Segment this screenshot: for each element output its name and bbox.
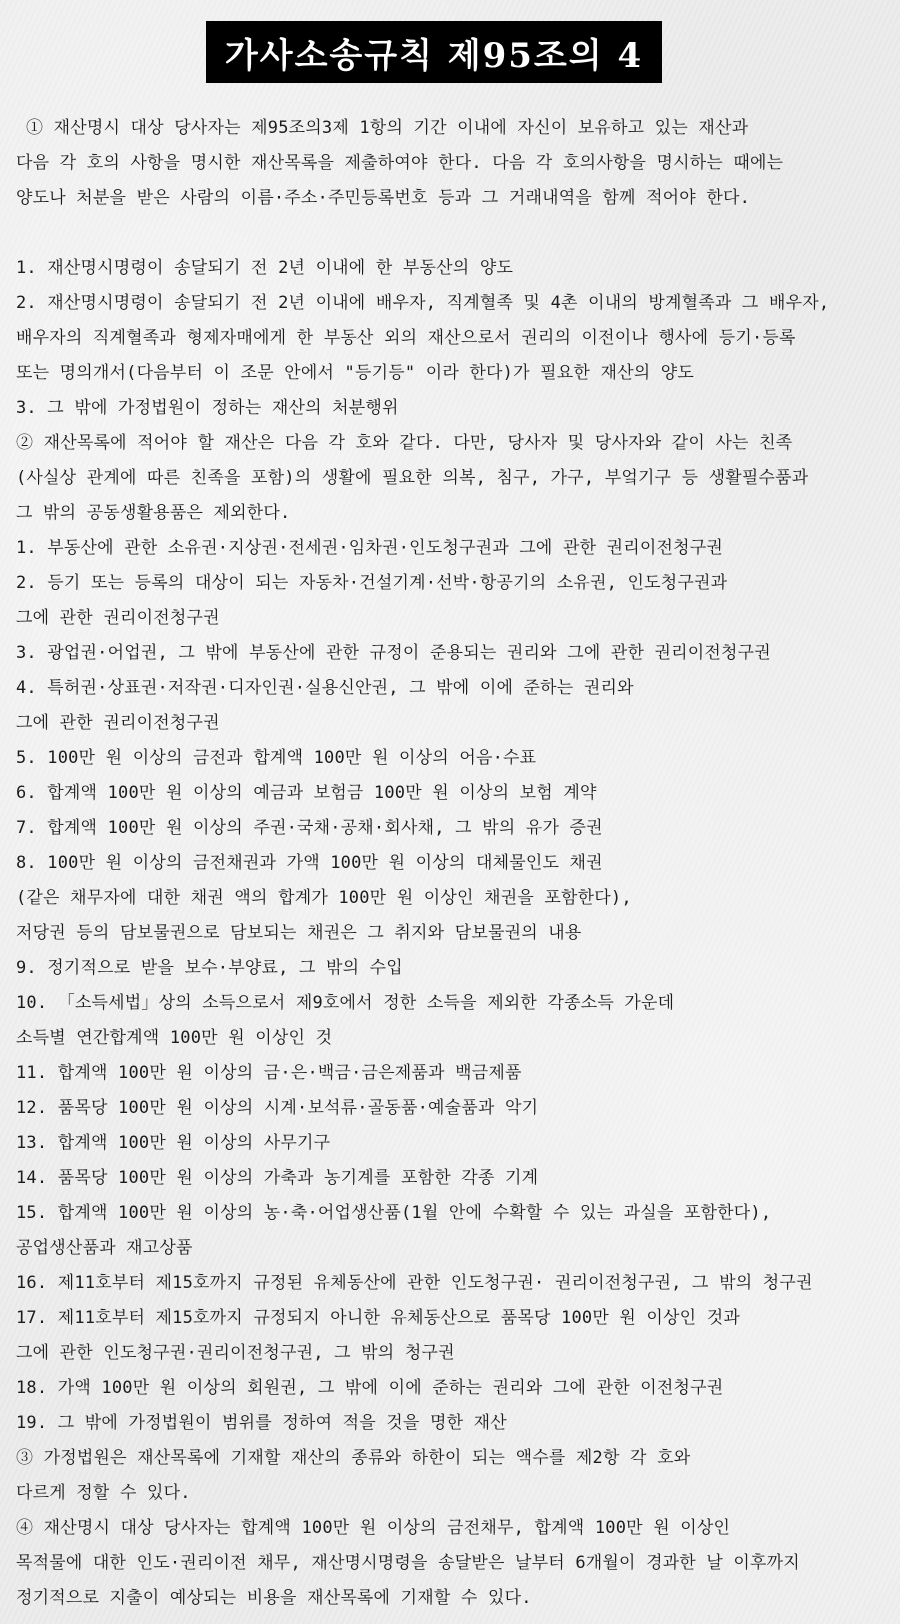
text-line: ① 재산명시 대상 당사자는 제95조의3제 1항의 기간 이내에 자신이 보유하고 있는 재산과 [26, 118, 749, 138]
title-banner [206, 21, 662, 83]
text-line: 9. 정기적으로 받을 보수·부양료, 그 밖의 수입 [16, 958, 403, 978]
blank-line [16, 216, 890, 251]
text-line: 2. 등기 또는 등록의 대상이 되는 자동차·건설기계·선박·항공기의 소유권, 인도청구권과 [16, 573, 728, 593]
text-line: 양도나 처분을 받은 사람의 이름·주소·주민등록번호 등과 그 거래내역을 함께 적어야 한다. [16, 188, 751, 208]
text-line: 2. 재산명시명령이 송달되기 전 2년 이내에 배우자, 직계혈족 및 4촌 이내의 방계혈족과 그 배우자, [16, 293, 830, 313]
text-line: 소득별 연간합계액 100만 원 이상인 것 [16, 1028, 333, 1048]
text-line: 목적물에 대한 인도·권리이전 채무, 재산명시명령을 송달받은 날부터 6개월이 경과한 날 이후까지 [16, 1553, 800, 1573]
text-line: 3. 광업권·어업권, 그 밖에 부동산에 관한 규정이 준용되는 권리와 그에 관한 권리이전청구권 [16, 643, 771, 663]
text-line: 저당권 등의 담보물권으로 담보되는 채권은 그 취지와 담보물권의 내용 [16, 923, 582, 943]
text-line: 11. 합계액 100만 원 이상의 금·은·백금·금은제품과 백금제품 [16, 1063, 522, 1083]
text-line: 15. 합계액 100만 원 이상의 농·축·어업생산품(1월 안에 수확할 수 있는 과실을 포함한다), [16, 1203, 772, 1223]
text-line: 그에 관한 인도청구권·권리이전청구권, 그 밖의 청구권 [16, 1343, 455, 1363]
text-line: 19. 그 밖에 가정법원이 범위를 정하여 적을 것을 명한 재산 [16, 1413, 507, 1433]
text-line: 13. 합계액 100만 원 이상의 사무기구 [16, 1133, 331, 1153]
text-line: 1. 부동산에 관한 소유권·지상권·전세권·임차권·인도청구권과 그에 관한 권리이전청구권 [16, 538, 723, 558]
text-line: 또는 명의개서(다음부터 이 조문 안에서 "등기등" 이라 한다)가 필요한 재산의 양도 [16, 363, 694, 383]
text-line: (사실상 관계에 따른 친족을 포함)의 생활에 필요한 의복, 침구, 가구, 부엌기구 등 생활필수품과 [16, 468, 809, 488]
text-line: 4. 특허권·상표권·저작권·디자인권·실용신안권, 그 밖에 이에 준하는 권리와 [16, 678, 634, 698]
text-line: 8. 100만 원 이상의 금전채권과 가액 100만 원 이상의 대체물인도 채권 [16, 853, 603, 873]
text-line: 5. 100만 원 이상의 금전과 합계액 100만 원 이상의 어음·수표 [16, 748, 537, 768]
text-line: (같은 채무자에 대한 채권 액의 합계가 100만 원 이상인 채권을 포함한다), [16, 888, 632, 908]
text-line: 그에 관한 권리이전청구권 [16, 713, 220, 733]
text-line: 다르게 정할 수 있다. [16, 1483, 191, 1503]
text-line: 1. 재산명시명령이 송달되기 전 2년 이내에 한 부동산의 양도 [16, 258, 514, 278]
regulation-text [16, 111, 890, 1616]
text-line: 17. 제11호부터 제15호까지 규정되지 아니한 유체동산으로 품목당 100만 원 이상인 것과 [16, 1308, 740, 1328]
text-line: 14. 품목당 100만 원 이상의 가축과 농기계를 포함한 각종 기계 [16, 1168, 539, 1188]
text-line: 12. 품목당 100만 원 이상의 시계·보석류·골동품·예술품과 악기 [16, 1098, 539, 1118]
text-line: 그에 관한 권리이전청구권 [16, 608, 220, 628]
text-line: 16. 제11호부터 제15호까지 규정된 유체동산에 관한 인도청구권· 권리이전청구권, 그 밖의 청구권 [16, 1273, 813, 1293]
text-line: 10. 「소득세법」상의 소득으로서 제9호에서 정한 소득을 제외한 각종소득 가운데 [16, 993, 675, 1013]
text-line: 18. 가액 100만 원 이상의 회원권, 그 밖에 이에 준하는 권리와 그에 관한 이전청구권 [16, 1378, 724, 1398]
text-line: 배우자의 직계혈족과 형제자매에게 한 부동산 외의 재산으로서 권리의 이전이나 행사에 등기·등록 [16, 328, 796, 348]
text-line: ④ 재산명시 대상 당사자는 합계액 100만 원 이상의 금전채무, 합계액 100만 원 이상인 [16, 1518, 731, 1538]
text-line: 7. 합계액 100만 원 이상의 주권·국채·공채·회사채, 그 밖의 유가 증권 [16, 818, 603, 838]
page-title: 가사소송규칙 제95조의 4 [224, 35, 644, 76]
text-line: ③ 가정법원은 재산목록에 기재할 재산의 종류와 하한이 되는 액수를 제2항 각 호와 [16, 1448, 691, 1468]
text-line: 3. 그 밖에 가정법원이 정하는 재산의 처분행위 [16, 398, 399, 418]
text-line: 정기적으로 지출이 예상되는 비용을 재산목록에 기재할 수 있다. [16, 1588, 532, 1608]
text-line: 공업생산품과 재고상품 [16, 1238, 193, 1258]
text-line: 6. 합계액 100만 원 이상의 예금과 보험금 100만 원 이상의 보험 계약 [16, 783, 597, 803]
text-line: 다음 각 호의 사항을 명시한 재산목록을 제출하여야 한다. 다음 각 호의사항을 명시하는 때에는 [16, 153, 784, 173]
text-line: 그 밖의 공동생활용품은 제외한다. [16, 503, 291, 523]
text-line: ② 재산목록에 적어야 할 재산은 다음 각 호와 같다. 다만, 당사자 및 당사자와 같이 사는 친족 [16, 433, 793, 453]
